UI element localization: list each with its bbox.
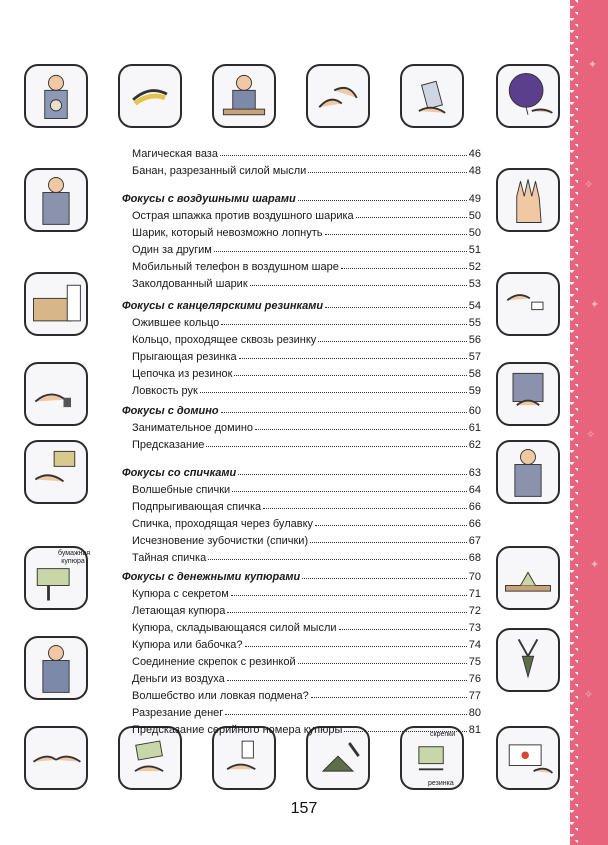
illustration-magician-vase bbox=[24, 64, 88, 128]
toc-entry-title: Прыгающая резинка bbox=[132, 351, 237, 363]
dot-leader bbox=[225, 714, 466, 715]
toc-page-number: 48 bbox=[468, 165, 481, 177]
toc-entry-title: Соединение скрепок с резинкой bbox=[132, 656, 296, 668]
star-decoration: ✦ bbox=[588, 59, 598, 71]
dot-leader bbox=[298, 663, 467, 664]
toc-page-number: 68 bbox=[468, 552, 481, 564]
toc-entry-title: Острая шпажка против воздушного шарика bbox=[132, 210, 354, 222]
toc-entry-title: Тайная спичка bbox=[132, 552, 207, 564]
toc-page-number: 67 bbox=[468, 535, 481, 547]
toc-page-number: 54 bbox=[468, 300, 481, 312]
illustration-rubber-bands-box bbox=[24, 272, 88, 336]
toc-page-number: 81 bbox=[468, 724, 481, 736]
dot-leader bbox=[308, 172, 466, 173]
toc-section-title: Фокусы с канцелярскими резинками bbox=[122, 300, 324, 312]
dot-leader bbox=[250, 285, 467, 286]
illustration-balloon bbox=[496, 64, 560, 128]
toc-page-number: 57 bbox=[468, 351, 481, 363]
illustration-serial-number bbox=[496, 726, 560, 790]
dot-leader bbox=[298, 200, 467, 201]
toc-page-number: 53 bbox=[468, 278, 481, 290]
toc-page-number: 51 bbox=[468, 244, 481, 256]
toc-page-number: 55 bbox=[468, 317, 481, 329]
dot-leader bbox=[356, 217, 467, 218]
toc-page-number: 66 bbox=[468, 501, 481, 513]
dot-leader bbox=[239, 358, 467, 359]
dot-leader bbox=[255, 429, 467, 430]
toc-entry-row bbox=[132, 159, 481, 177]
toc-entry-title: Подпрыгивающая спичка bbox=[132, 501, 262, 513]
toc-page-number: 59 bbox=[468, 385, 481, 397]
dot-leader bbox=[341, 268, 467, 269]
toc-page-number: 61 bbox=[468, 422, 481, 434]
toc-entry-title: Волшебство или ловкая подмена? bbox=[132, 690, 309, 702]
toc-page-number: 71 bbox=[468, 588, 481, 600]
toc-page-number: 50 bbox=[468, 210, 481, 222]
toc-section-row bbox=[122, 399, 481, 417]
toc-page-number: 70 bbox=[468, 571, 481, 583]
dot-leader bbox=[206, 446, 466, 447]
dot-leader bbox=[221, 324, 466, 325]
toc-section-title: Фокусы с воздушными шарами bbox=[122, 193, 296, 205]
toc-entry-row bbox=[132, 433, 481, 451]
dot-leader bbox=[231, 595, 467, 596]
toc-entry-title: Банан, разрезанный силой мысли bbox=[132, 165, 307, 177]
dot-leader bbox=[315, 525, 467, 526]
dot-leader bbox=[232, 491, 467, 492]
toc-entry-title: Исчезновение зубочистки (спички) bbox=[132, 535, 309, 547]
paperclip-label: скрепки bbox=[430, 731, 456, 738]
dot-leader bbox=[318, 341, 466, 342]
toc-entry-row bbox=[132, 718, 481, 736]
dot-leader bbox=[214, 251, 467, 252]
toc-entry-title: Кольцо, проходящее сквозь резинку bbox=[132, 334, 317, 346]
toc-entry-title: Разрезание денег bbox=[132, 707, 224, 719]
illustration-banana bbox=[118, 64, 182, 128]
toc-entry-title: Цепочка из резинок bbox=[132, 368, 233, 380]
toc-entry-title: Ожившее кольцо bbox=[132, 317, 220, 329]
illustration-magician-skewer bbox=[24, 168, 88, 232]
illustration-magician-match bbox=[496, 440, 560, 504]
rubber-band-label: резинка bbox=[428, 780, 454, 787]
toc-entry-title: Шарик, который невозможно лопнуть bbox=[132, 227, 323, 239]
illustration-phone-balloon bbox=[400, 64, 464, 128]
toc-page-number: 80 bbox=[468, 707, 481, 719]
star-decoration: ✦ bbox=[590, 299, 600, 311]
toc-page-number: 73 bbox=[468, 622, 481, 634]
dot-leader bbox=[310, 542, 467, 543]
toc-entry-row bbox=[132, 272, 481, 290]
toc-entry-row bbox=[132, 328, 481, 346]
toc-page-number: 77 bbox=[468, 690, 481, 702]
toc-entry-title: Купюра или бабочка? bbox=[132, 639, 243, 651]
illustration-hands-trick bbox=[306, 64, 370, 128]
toc-entry-row bbox=[132, 221, 481, 239]
illustration-magician-hands bbox=[496, 362, 560, 426]
toc-entry-title: Купюра, складывающаяся силой мысли bbox=[132, 622, 337, 634]
toc-section-row bbox=[122, 187, 481, 205]
toc-entry-title: Летающая купюра bbox=[132, 605, 226, 617]
toc-page-number: 63 bbox=[468, 467, 481, 479]
dot-leader bbox=[311, 697, 467, 698]
toc-entry-row bbox=[132, 255, 481, 273]
dot-leader bbox=[238, 474, 467, 475]
toc-entry-row bbox=[132, 599, 481, 617]
toc-entry-row bbox=[132, 311, 481, 329]
toc-entry-title: Ловкость рук bbox=[132, 385, 198, 397]
toc-page-number: 64 bbox=[468, 484, 481, 496]
toc-entry-title: Магическая ваза bbox=[132, 148, 218, 160]
illustration-money-from-air bbox=[496, 628, 560, 692]
star-decoration: ✧ bbox=[584, 689, 594, 701]
toc-entry-row bbox=[132, 478, 481, 496]
dot-leader bbox=[344, 731, 466, 732]
toc-entry-title: Предсказание bbox=[132, 439, 205, 451]
toc-entry-title: Мобильный телефон в воздушном шаре bbox=[132, 261, 339, 273]
dot-leader bbox=[302, 578, 467, 579]
toc-entry-row bbox=[132, 529, 481, 547]
toc-entry-row bbox=[132, 667, 481, 685]
toc-entry-row bbox=[132, 546, 481, 564]
star-decoration: ✧ bbox=[584, 179, 594, 191]
dot-leader bbox=[325, 307, 467, 308]
dot-leader bbox=[325, 234, 467, 235]
toc-entry-title: Занимательное домино bbox=[132, 422, 254, 434]
toc-page-number: 60 bbox=[468, 405, 481, 417]
toc-section-row bbox=[122, 294, 481, 312]
toc-entry-title: Заколдованный шарик bbox=[132, 278, 248, 290]
toc-entry-title: Деньги из воздуха bbox=[132, 673, 225, 685]
toc-entry-row bbox=[132, 650, 481, 668]
toc-page-number: 52 bbox=[468, 261, 481, 273]
illustration-hand-matches bbox=[24, 440, 88, 504]
decorative-edge bbox=[578, 0, 608, 845]
dot-leader bbox=[200, 392, 467, 393]
dot-leader bbox=[208, 559, 467, 560]
toc-page-number: 58 bbox=[468, 368, 481, 380]
toc-page-number: 72 bbox=[468, 605, 481, 617]
illustration-magician-money bbox=[24, 636, 88, 700]
illustration-hands-rubber bbox=[24, 362, 88, 426]
toc-page-number: 56 bbox=[468, 334, 481, 346]
toc-entry-row bbox=[132, 633, 481, 651]
dot-leader bbox=[234, 375, 466, 376]
illustration-hands-ring bbox=[496, 272, 560, 336]
toc-entry-row bbox=[132, 684, 481, 702]
toc-page-number: 74 bbox=[468, 639, 481, 651]
illustration-hand-fingers bbox=[496, 168, 560, 232]
toc-page-number: 66 bbox=[468, 518, 481, 530]
toc-page-number: 62 bbox=[468, 439, 481, 451]
toc-page-number: 49 bbox=[468, 193, 481, 205]
toc-page-number: 46 bbox=[468, 148, 481, 160]
toc-section-title: Фокусы с домино bbox=[122, 405, 219, 417]
toc-entry-row bbox=[132, 495, 481, 513]
dot-leader bbox=[221, 412, 467, 413]
toc-entry-title: Волшебные спички bbox=[132, 484, 231, 496]
illustration-magician-table bbox=[212, 64, 276, 128]
toc-entry-row bbox=[132, 204, 481, 222]
toc-entry-row bbox=[132, 362, 481, 380]
toc-section-title: Фокусы со спичками bbox=[122, 467, 237, 479]
toc-section-row bbox=[122, 461, 481, 479]
toc-entry-row bbox=[132, 582, 481, 600]
toc-entry-row bbox=[132, 345, 481, 363]
toc-entry-row bbox=[132, 379, 481, 397]
toc-entry-row bbox=[132, 142, 481, 160]
star-decoration: ✦ bbox=[590, 559, 600, 571]
star-decoration: ✧ bbox=[586, 429, 596, 441]
illustration-hands-cut bbox=[24, 726, 88, 790]
toc-entry-title: Предсказание серийного номера купюры bbox=[132, 724, 343, 736]
toc-entry-row bbox=[132, 416, 481, 434]
dot-leader bbox=[245, 646, 467, 647]
toc-page-number: 76 bbox=[468, 673, 481, 685]
dot-leader bbox=[227, 680, 467, 681]
toc-entry-row bbox=[132, 616, 481, 634]
dot-leader bbox=[227, 612, 466, 613]
toc-page-number: 50 bbox=[468, 227, 481, 239]
toc-section-title: Фокусы с денежными купюрами bbox=[122, 571, 301, 583]
toc-entry-row bbox=[132, 238, 481, 256]
toc-entry-row bbox=[132, 701, 481, 719]
illustration-bill-table bbox=[496, 546, 560, 610]
toc-section-row bbox=[122, 565, 481, 583]
dot-leader bbox=[339, 629, 467, 630]
page-number: 157 bbox=[290, 800, 318, 817]
toc-entry-row bbox=[132, 512, 481, 530]
dot-leader bbox=[220, 155, 467, 156]
toc-entry-title: Спичка, проходящая через булавку bbox=[132, 518, 314, 530]
zigzag-border bbox=[570, 0, 580, 845]
toc-entry-title: Один за другим bbox=[132, 244, 212, 256]
dot-leader bbox=[263, 508, 467, 509]
toc-page-number: 75 bbox=[468, 656, 481, 668]
toc-entry-title: Купюра с секретом bbox=[132, 588, 229, 600]
folding-bill-label: бумажная купюра bbox=[58, 550, 91, 565]
